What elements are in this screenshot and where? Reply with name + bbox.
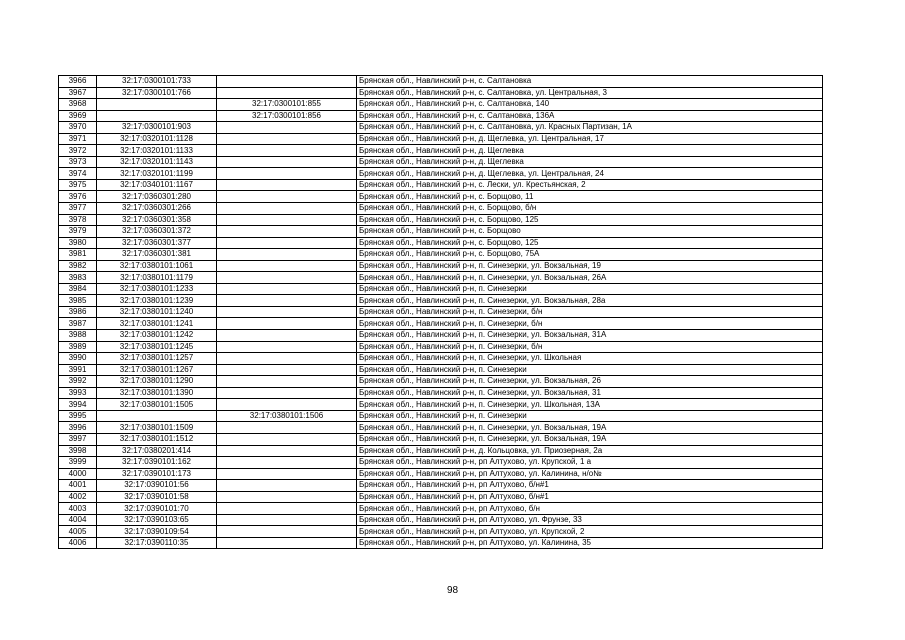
address-cell: Брянская обл., Навлинский р-н, рп Алтухово, ул. Крупской, 2 xyxy=(357,526,823,538)
row-number-cell: 3987 xyxy=(59,318,97,330)
cadastral-number-cell: 32:17:0380101:1390 xyxy=(97,387,217,399)
address-cell: Брянская обл., Навлинский р-н, д. Кольцовка, ул. Приозерная, 2а xyxy=(357,445,823,457)
table-row xyxy=(59,457,823,469)
address-cell: Брянская обл., Навлинский р-н, рп Алтухово, б/н#1 xyxy=(357,480,823,492)
cadastral-number-cell: 32:17:0360301:381 xyxy=(97,249,217,261)
cadastral-number-alt-cell xyxy=(217,214,357,226)
cadastral-number-alt-cell xyxy=(217,87,357,99)
table-row xyxy=(59,156,823,168)
cadastral-number-cell: 32:17:0380101:1267 xyxy=(97,364,217,376)
table-row xyxy=(59,99,823,111)
cadastral-number-cell: 32:17:0380101:1290 xyxy=(97,376,217,388)
cadastral-number-cell: 32:17:0380101:1245 xyxy=(97,341,217,353)
address-cell: Брянская обл., Навлинский р-н, п. Синезерки, ул. Вокзальная, 31А xyxy=(357,330,823,342)
cadastral-number-alt-cell xyxy=(217,468,357,480)
address-cell: Брянская обл., Навлинский р-н, п. Синезерки, ул. Вокзальная, 31 xyxy=(357,387,823,399)
cadastral-number-cell xyxy=(97,99,217,111)
cadastral-number-cell: 32:17:0390101:173 xyxy=(97,468,217,480)
row-number-cell: 3986 xyxy=(59,306,97,318)
address-cell: Брянская обл., Навлинский р-н, с. Борщово, 125 xyxy=(357,214,823,226)
table-row xyxy=(59,318,823,330)
table-row xyxy=(59,87,823,99)
row-number-cell: 3968 xyxy=(59,99,97,111)
cadastral-number-cell: 32:17:0390101:70 xyxy=(97,503,217,515)
cadastral-number-cell xyxy=(97,410,217,422)
table-row xyxy=(59,283,823,295)
row-number-cell: 3993 xyxy=(59,387,97,399)
cadastral-number-cell: 32:17:0360301:372 xyxy=(97,226,217,238)
address-cell: Брянская обл., Навлинский р-н, с. Салтановка, ул. Центральная, 3 xyxy=(357,87,823,99)
address-cell: Брянская обл., Навлинский р-н, п. Синезерки, ул. Школьная, 13А xyxy=(357,399,823,411)
table-row xyxy=(59,145,823,157)
row-number-cell: 3981 xyxy=(59,249,97,261)
row-number-cell: 3983 xyxy=(59,272,97,284)
cadastral-number-cell: 32:17:0380201:414 xyxy=(97,445,217,457)
cadastral-number-cell: 32:17:0390110:35 xyxy=(97,537,217,549)
cadastral-number-alt-cell xyxy=(217,480,357,492)
cadastral-number-alt-cell xyxy=(217,457,357,469)
row-number-cell: 3994 xyxy=(59,399,97,411)
address-cell: Брянская обл., Навлинский р-н, с. Салтановка xyxy=(357,76,823,88)
cadastral-number-cell: 32:17:0380101:1061 xyxy=(97,260,217,272)
row-number-cell: 3972 xyxy=(59,145,97,157)
table-row xyxy=(59,491,823,503)
cadastral-number-cell: 32:17:0320101:1133 xyxy=(97,145,217,157)
address-cell: Брянская обл., Навлинский р-н, с. Салтановка, ул. Красных Партизан, 1А xyxy=(357,122,823,134)
row-number-cell: 4001 xyxy=(59,480,97,492)
cadastral-number-alt-cell xyxy=(217,76,357,88)
address-cell: Брянская обл., Навлинский р-н, п. Синезерки, ул. Вокзальная, 19 xyxy=(357,260,823,272)
cadastral-number-alt-cell: 32:17:0300101:855 xyxy=(217,99,357,111)
row-number-cell: 3985 xyxy=(59,295,97,307)
row-number-cell: 3979 xyxy=(59,226,97,238)
table-row xyxy=(59,295,823,307)
row-number-cell: 3997 xyxy=(59,433,97,445)
property-table xyxy=(58,75,823,549)
cadastral-number-alt-cell xyxy=(217,503,357,515)
address-cell: Брянская обл., Навлинский р-н, рп Алтухово, ул. Фрунзе, 33 xyxy=(357,514,823,526)
table-row xyxy=(59,191,823,203)
table-row xyxy=(59,133,823,145)
address-cell: Брянская обл., Навлинский р-н, п. Синезерки, б/н xyxy=(357,306,823,318)
row-number-cell: 3973 xyxy=(59,156,97,168)
cadastral-number-cell: 32:17:0300101:903 xyxy=(97,122,217,134)
cadastral-number-cell: 32:17:0380101:1242 xyxy=(97,330,217,342)
address-cell: Брянская обл., Навлинский р-н, п. Синезерки, ул. Вокзальная, 19А xyxy=(357,433,823,445)
row-number-cell: 3996 xyxy=(59,422,97,434)
table-row xyxy=(59,514,823,526)
address-cell: Брянская обл., Навлинский р-н, п. Синезерки, б/н xyxy=(357,341,823,353)
cadastral-number-cell: 32:17:0320101:1143 xyxy=(97,156,217,168)
cadastral-number-alt-cell xyxy=(217,376,357,388)
table-row xyxy=(59,168,823,180)
cadastral-number-alt-cell xyxy=(217,387,357,399)
cadastral-number-cell: 32:17:0360301:280 xyxy=(97,191,217,203)
address-cell: Брянская обл., Навлинский р-н, с. Борщово, 11 xyxy=(357,191,823,203)
property-table-body xyxy=(59,76,823,549)
cadastral-number-cell: 32:17:0380101:1509 xyxy=(97,422,217,434)
cadastral-number-cell: 32:17:0360301:377 xyxy=(97,237,217,249)
row-number-cell: 3995 xyxy=(59,410,97,422)
cadastral-number-cell: 32:17:0380101:1512 xyxy=(97,433,217,445)
table-row xyxy=(59,468,823,480)
cadastral-number-alt-cell xyxy=(217,422,357,434)
row-number-cell: 4003 xyxy=(59,503,97,515)
table-row xyxy=(59,537,823,549)
cadastral-number-alt-cell xyxy=(217,191,357,203)
address-cell: Брянская обл., Навлинский р-н, п. Синезерки, б/н xyxy=(357,318,823,330)
address-cell: Брянская обл., Навлинский р-н, с. Борщово, б/н xyxy=(357,203,823,215)
table-row xyxy=(59,122,823,134)
cadastral-number-cell xyxy=(97,110,217,122)
cadastral-number-cell: 32:17:0380101:1179 xyxy=(97,272,217,284)
table-row xyxy=(59,480,823,492)
cadastral-number-alt-cell xyxy=(217,283,357,295)
address-cell: Брянская обл., Навлинский р-н, п. Синезерки, ул. Вокзальная, 28а xyxy=(357,295,823,307)
row-number-cell: 3982 xyxy=(59,260,97,272)
cadastral-number-alt-cell xyxy=(217,156,357,168)
table-row xyxy=(59,330,823,342)
cadastral-number-alt-cell xyxy=(217,433,357,445)
table-row xyxy=(59,76,823,88)
cadastral-number-cell: 32:17:0380101:1233 xyxy=(97,283,217,295)
address-cell: Брянская обл., Навлинский р-н, с. Борщово, 125 xyxy=(357,237,823,249)
row-number-cell: 4005 xyxy=(59,526,97,538)
row-number-cell: 3991 xyxy=(59,364,97,376)
row-number-cell: 4000 xyxy=(59,468,97,480)
address-cell: Брянская обл., Навлинский р-н, рп Алтухово, б/н xyxy=(357,503,823,515)
cadastral-number-cell: 32:17:0390109:54 xyxy=(97,526,217,538)
address-cell: Брянская обл., Навлинский р-н, д. Щеглевка, ул. Центральная, 24 xyxy=(357,168,823,180)
address-cell: Брянская обл., Навлинский р-н, п. Синезерки, ул. Вокзальная, 19А xyxy=(357,422,823,434)
row-number-cell: 3969 xyxy=(59,110,97,122)
cadastral-number-alt-cell xyxy=(217,341,357,353)
page-number: 98 xyxy=(446,585,459,596)
row-number-cell: 3989 xyxy=(59,341,97,353)
table-row xyxy=(59,203,823,215)
table-row xyxy=(59,272,823,284)
address-cell: Брянская обл., Навлинский р-н, п. Синезерки xyxy=(357,364,823,376)
row-number-cell: 3980 xyxy=(59,237,97,249)
row-number-cell: 4004 xyxy=(59,514,97,526)
cadastral-number-alt-cell xyxy=(217,179,357,191)
cadastral-number-alt-cell xyxy=(217,295,357,307)
cadastral-number-cell: 32:17:0390103:65 xyxy=(97,514,217,526)
cadastral-number-cell: 32:17:0390101:162 xyxy=(97,457,217,469)
cadastral-number-alt-cell xyxy=(217,526,357,538)
table-row xyxy=(59,399,823,411)
cadastral-number-alt-cell: 32:17:0300101:856 xyxy=(217,110,357,122)
row-number-cell: 3978 xyxy=(59,214,97,226)
cadastral-number-cell: 32:17:0300101:733 xyxy=(97,76,217,88)
cadastral-number-cell: 32:17:0320101:1199 xyxy=(97,168,217,180)
address-cell: Брянская обл., Навлинский р-н, п. Синезерки, ул. Вокзальная, 26А xyxy=(357,272,823,284)
cadastral-number-cell: 32:17:0340101:1167 xyxy=(97,179,217,191)
table-row xyxy=(59,376,823,388)
row-number-cell: 3977 xyxy=(59,203,97,215)
cadastral-number-cell: 32:17:0380101:1239 xyxy=(97,295,217,307)
cadastral-number-cell: 32:17:0360301:358 xyxy=(97,214,217,226)
cadastral-number-alt-cell xyxy=(217,399,357,411)
cadastral-number-alt-cell xyxy=(217,260,357,272)
cadastral-number-alt-cell xyxy=(217,353,357,365)
cadastral-number-alt-cell xyxy=(217,226,357,238)
cadastral-number-alt-cell xyxy=(217,537,357,549)
cadastral-number-cell: 32:17:0300101:766 xyxy=(97,87,217,99)
address-cell: Брянская обл., Навлинский р-н, п. Синезерки xyxy=(357,283,823,295)
row-number-cell: 3998 xyxy=(59,445,97,457)
cadastral-number-alt-cell xyxy=(217,445,357,457)
row-number-cell: 4006 xyxy=(59,537,97,549)
address-cell: Брянская обл., Навлинский р-н, рп Алтухово, б/н#1 xyxy=(357,491,823,503)
cadastral-number-alt-cell xyxy=(217,168,357,180)
address-cell: Брянская обл., Навлинский р-н, с. Борщово xyxy=(357,226,823,238)
row-number-cell: 3967 xyxy=(59,87,97,99)
cadastral-number-alt-cell xyxy=(217,491,357,503)
row-number-cell: 3976 xyxy=(59,191,97,203)
table-row xyxy=(59,179,823,191)
address-cell: Брянская обл., Навлинский р-н, рп Алтухово, ул. Крупской, 1 а xyxy=(357,457,823,469)
table-row xyxy=(59,387,823,399)
cadastral-number-cell: 32:17:0390101:56 xyxy=(97,480,217,492)
cadastral-number-alt-cell xyxy=(217,203,357,215)
row-number-cell: 3984 xyxy=(59,283,97,295)
row-number-cell: 3971 xyxy=(59,133,97,145)
cadastral-number-cell: 32:17:0380101:1505 xyxy=(97,399,217,411)
table-row xyxy=(59,433,823,445)
cadastral-number-alt-cell xyxy=(217,364,357,376)
address-cell: Брянская обл., Навлинский р-н, с. Борщово, 75А xyxy=(357,249,823,261)
address-cell: Брянская обл., Навлинский р-н, д. Щеглевка xyxy=(357,156,823,168)
row-number-cell: 3992 xyxy=(59,376,97,388)
address-cell: Брянская обл., Навлинский р-н, п. Синезерки, ул. Школьная xyxy=(357,353,823,365)
row-number-cell: 3999 xyxy=(59,457,97,469)
cadastral-number-cell: 32:17:0390101:58 xyxy=(97,491,217,503)
row-number-cell: 3974 xyxy=(59,168,97,180)
cadastral-number-alt-cell xyxy=(217,306,357,318)
row-number-cell: 4002 xyxy=(59,491,97,503)
cadastral-number-alt-cell xyxy=(217,330,357,342)
cadastral-number-cell: 32:17:0380101:1240 xyxy=(97,306,217,318)
cadastral-number-alt-cell xyxy=(217,122,357,134)
address-cell: Брянская обл., Навлинский р-н, д. Щеглевка xyxy=(357,145,823,157)
cadastral-number-alt-cell xyxy=(217,145,357,157)
cadastral-number-cell: 32:17:0360301:266 xyxy=(97,203,217,215)
address-cell: Брянская обл., Навлинский р-н, рп Алтухово, ул. Калинина, 35 xyxy=(357,537,823,549)
table-row xyxy=(59,422,823,434)
table-row xyxy=(59,526,823,538)
cadastral-number-alt-cell xyxy=(217,318,357,330)
table-row xyxy=(59,260,823,272)
cadastral-number-alt-cell: 32:17:0380101:1506 xyxy=(217,410,357,422)
table-row xyxy=(59,214,823,226)
table-row xyxy=(59,306,823,318)
address-cell: Брянская обл., Навлинский р-н, с. Салтановка, 140 xyxy=(357,99,823,111)
table-row xyxy=(59,364,823,376)
row-number-cell: 3970 xyxy=(59,122,97,134)
row-number-cell: 3975 xyxy=(59,179,97,191)
address-cell: Брянская обл., Навлинский р-н, рп Алтухово, ул. Калинина, н/о№ xyxy=(357,468,823,480)
cadastral-number-alt-cell xyxy=(217,272,357,284)
table-row xyxy=(59,249,823,261)
table-row xyxy=(59,503,823,515)
table-row xyxy=(59,110,823,122)
row-number-cell: 3990 xyxy=(59,353,97,365)
table-row xyxy=(59,410,823,422)
address-cell: Брянская обл., Навлинский р-н, с. Лески, ул. Крестьянская, 2 xyxy=(357,179,823,191)
table-row xyxy=(59,445,823,457)
cadastral-number-alt-cell xyxy=(217,237,357,249)
table-row xyxy=(59,226,823,238)
address-cell: Брянская обл., Навлинский р-н, п. Синезерки xyxy=(357,410,823,422)
table-row xyxy=(59,353,823,365)
cadastral-number-cell: 32:17:0320101:1128 xyxy=(97,133,217,145)
address-cell: Брянская обл., Навлинский р-н, д. Щеглевка, ул. Центральная, 17 xyxy=(357,133,823,145)
cadastral-number-cell: 32:17:0380101:1241 xyxy=(97,318,217,330)
address-cell: Брянская обл., Навлинский р-н, п. Синезерки, ул. Вокзальная, 26 xyxy=(357,376,823,388)
table-row xyxy=(59,341,823,353)
cadastral-number-alt-cell xyxy=(217,514,357,526)
cadastral-number-alt-cell xyxy=(217,249,357,261)
row-number-cell: 3988 xyxy=(59,330,97,342)
address-cell: Брянская обл., Навлинский р-н, с. Салтановка, 136А xyxy=(357,110,823,122)
row-number-cell: 3966 xyxy=(59,76,97,88)
cadastral-number-cell: 32:17:0380101:1257 xyxy=(97,353,217,365)
table-row xyxy=(59,237,823,249)
cadastral-number-alt-cell xyxy=(217,133,357,145)
